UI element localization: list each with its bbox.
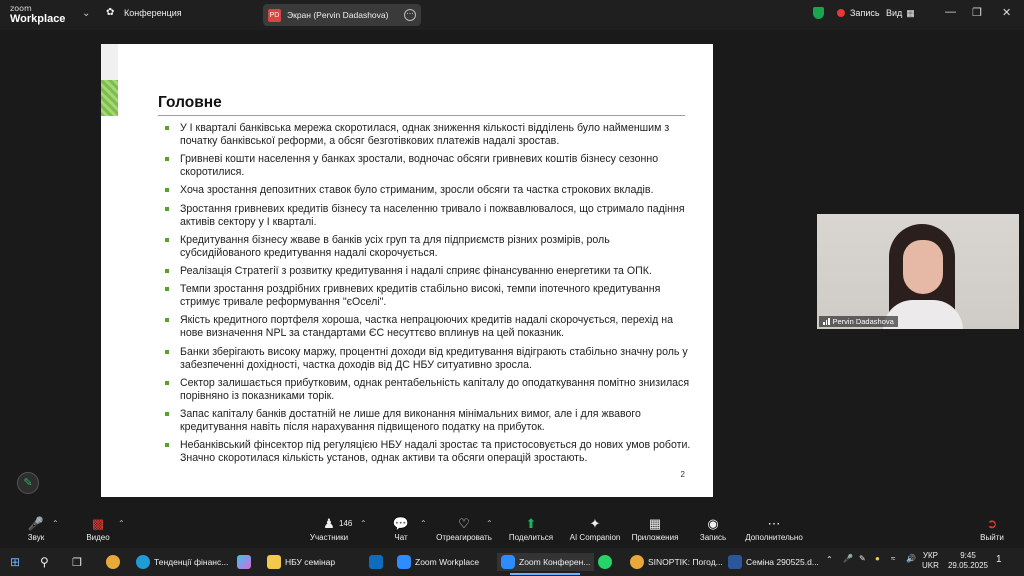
clock[interactable] [946, 551, 990, 571]
lang-bottom: UKR [922, 561, 939, 570]
clock-time: 9:45 [960, 551, 976, 560]
audio-button[interactable] [24, 515, 48, 542]
slide-bullet: У І кварталі банківська мережа скоротилася, однак зниження кількості відділень було найменшим з початку банківської реформи, а обсяг безготівкових платежів надалі зростав. [163, 122, 693, 148]
slide-bullet: Реалізація Стратегії з розвитку кредитування і надалі сприяє фінансуванню енергетики та ОПК. [163, 265, 693, 278]
taskbar-item-edge[interactable] [136, 553, 228, 571]
chevron-down-icon[interactable]: ⌄ [82, 8, 91, 19]
close-icon[interactable]: ✕ [1002, 7, 1012, 19]
taskbar-item-label: SINOPTIK: Погод... [648, 557, 723, 567]
more-options-icon[interactable]: ⋯ [404, 9, 416, 21]
chat-caret-icon[interactable]: ⌃ [420, 519, 427, 528]
zoom-title-bar [0, 0, 1024, 30]
taskbar-item-zoom-workplace[interactable] [397, 553, 479, 571]
chat-icon: 💬 [392, 516, 410, 531]
participants-count: 146 [339, 519, 353, 528]
taskbar-item-word[interactable] [728, 553, 819, 571]
logo-line2: Workplace [10, 13, 66, 25]
participants-label: Участники [309, 533, 349, 542]
meeting-info[interactable] [106, 7, 182, 19]
view-grid-icon: ▦ [906, 8, 915, 18]
sparkle-icon: ✦ [589, 516, 601, 531]
mic-tray-icon[interactable]: 🎤 [843, 554, 853, 563]
participant-name: Pervin Dadashova [832, 317, 894, 326]
meeting-toolbar [0, 511, 1024, 548]
view-label: Вид [886, 8, 903, 18]
shield-icon [813, 7, 824, 19]
participant-face [903, 240, 943, 294]
taskbar-item-zoom-meeting[interactable] [497, 553, 594, 571]
wifi-icon[interactable]: ≈ [891, 554, 896, 563]
recording-indicator[interactable] [813, 7, 880, 19]
folder-icon [267, 555, 281, 569]
heart-icon: ♡ [458, 516, 470, 531]
participant-video-tile[interactable] [817, 214, 1019, 329]
taskbar-item-label: Zoom Конферен... [519, 557, 591, 567]
more-options-icon: ⋯ [767, 516, 781, 531]
annotate-pen-icon[interactable]: ✎ [17, 472, 39, 494]
slide-title-rule [158, 115, 685, 116]
video-options-caret-icon[interactable]: ⌃ [118, 519, 125, 528]
taskbar-item-sinoptik[interactable] [630, 553, 723, 571]
slide-bullet: Запас капіталу банків достатній не лише для виконання мінімальних вимог, але і для жвавого кредитування навіть після нарахування підвищеного податку на прибуток. [163, 408, 693, 434]
copilot-icon[interactable] [237, 553, 251, 571]
more-button[interactable] [744, 515, 804, 542]
notifications-count: 1 [996, 554, 1002, 565]
more-label: Дополнительно [745, 533, 803, 542]
react-label: Отреагировать [436, 533, 492, 542]
audio-label: Звук [27, 533, 45, 542]
screen-share-indicator[interactable] [263, 4, 421, 26]
slide-bullet-list [163, 122, 693, 470]
clock-date: 29.05.2025 [947, 561, 989, 570]
ai-companion-button[interactable] [567, 515, 623, 542]
record-dot-icon [837, 9, 845, 17]
restore-icon[interactable]: ❐ [972, 7, 982, 19]
leave-label: Выйти [980, 533, 1004, 542]
paw-icon: ✿ [106, 7, 115, 18]
slide-title: Головне [158, 94, 222, 111]
edge-icon [136, 555, 150, 569]
share-button[interactable] [506, 515, 556, 542]
pen-tray-icon[interactable]: ✎ [859, 554, 866, 563]
ai-companion-label: AI Companion [569, 533, 621, 542]
logo-line1: zoom [10, 4, 32, 13]
app-tray-icon[interactable]: ● [875, 554, 880, 563]
zoom-icon [501, 555, 515, 569]
minimize-icon[interactable]: — [945, 6, 956, 18]
video-button[interactable] [84, 515, 112, 542]
apps-button[interactable] [630, 515, 680, 542]
word-icon [728, 555, 742, 569]
slide-page-number: 2 [680, 470, 685, 479]
outlook-icon[interactable] [369, 553, 383, 571]
presenter-avatar: PD [268, 9, 281, 22]
react-button[interactable] [436, 515, 492, 542]
zoom-icon [397, 555, 411, 569]
video-label: Видео [86, 533, 110, 542]
slide-bullet: Гривневі кошти населення у банках зростали, водночас обсяги гривневих коштів бізнесу сезонно скоротилися. [163, 153, 693, 179]
video-off-icon: ▩ [91, 516, 105, 531]
record-button[interactable] [697, 515, 729, 542]
apps-icon: ▦ [648, 516, 662, 531]
apps-label: Приложения [631, 533, 679, 542]
chrome-icon[interactable] [106, 553, 120, 571]
taskbar-item-label: Семіна 290525.d... [746, 557, 819, 567]
slide-bullet: Небанківський фінсектор під регуляцією НБУ надалі зростає та пристосовується до нових умов роботи. Значно скоротилася кількість установ, однак активи та обсяги операцій зростають. [163, 439, 693, 465]
participant-name-tag [819, 316, 898, 327]
slide-bullet: Зростання гривневих кредитів бізнесу та населенню тривало і пожвавлювалося, що стримало падіння активів сектору у І кварталі. [163, 203, 693, 229]
task-view-icon[interactable]: ❐ [72, 556, 82, 569]
taskbar-item-label: Zoom Workplace [415, 557, 480, 567]
windows-start-icon[interactable]: ⊞ [10, 555, 21, 569]
react-caret-icon[interactable]: ⌃ [486, 519, 493, 528]
lang-top: УКР [922, 551, 938, 560]
zoom-logo [10, 4, 65, 24]
muted-mic-icon: 🎤 [27, 516, 45, 531]
view-button[interactable] [886, 8, 915, 19]
chrome-icon [630, 555, 644, 569]
taskbar-item-label: НБУ семінар [285, 557, 336, 567]
slide-bullet: Хоча зростання депозитних ставок було стриманим, зросли обсяги та частка строкових вкладів. [163, 184, 693, 197]
chat-label: Чат [394, 533, 408, 542]
participants-caret-icon[interactable]: ⌃ [360, 519, 367, 528]
slide-bullet: Темпи зростання роздрібних гривневих кредитів стабільно високі, темпи іпотечного кредитування стримує тривале реформування "єОселі". [163, 283, 693, 309]
share-label: Поделиться [508, 533, 554, 542]
slide-decoration [101, 44, 118, 80]
speaker-icon[interactable]: 🔊 [906, 554, 916, 563]
taskbar-item-folder[interactable] [267, 553, 335, 571]
record-icon: ◉ [707, 516, 719, 531]
meeting-title: Конференция [124, 8, 182, 18]
notifications-icon[interactable] [996, 554, 1002, 565]
active-indicator [510, 573, 580, 575]
share-label: Экран (Pervin Dadashova) [287, 10, 389, 20]
whatsapp-icon[interactable] [598, 553, 612, 571]
slide-bullet: Кредитування бізнесу жваве в банків усіх груп та для підприємств різних розмірів, роль субсидійованого кредитування надалі скорочується. [163, 234, 693, 260]
shared-slide [101, 44, 713, 497]
leave-door-icon: ➲ [986, 516, 998, 531]
share-screen-icon: ⬆ [525, 516, 537, 531]
slide-pattern-stripe [101, 80, 118, 116]
chat-button[interactable] [390, 515, 412, 542]
leave-button[interactable] [978, 515, 1006, 542]
language-indicator[interactable] [922, 551, 939, 571]
signal-bars-icon [823, 318, 830, 325]
slide-bullet: Сектор залишається прибутковим, однак рентабельність капіталу до оподаткування помітно знизилася порівняно із показниками торік. [163, 377, 693, 403]
audio-options-caret-icon[interactable]: ⌃ [52, 519, 59, 528]
record-label: Запись [699, 533, 727, 542]
participants-icon: ♟ [323, 516, 335, 531]
search-icon[interactable]: ⚲ [40, 555, 49, 569]
recording-label: Запись [850, 8, 880, 18]
windows-taskbar [0, 548, 1024, 576]
slide-bullet: Якість кредитного портфеля хороша, частка непрацюючих кредитів надалі скорочується, перехід на нове визначення NPL за стандартами ЄС несуттєво вплинув на цей показник. [163, 314, 693, 340]
slide-bullet: Банки зберігають високу маржу, процентні доходи від кредитування відіграють стабільно значну роль у забезпеченні дохідності, частка доходів від ДС НБУ ситуативно зросла. [163, 346, 693, 372]
chevron-up-icon[interactable]: ⌃ [826, 555, 833, 564]
taskbar-item-label: Тенденції фінанс... [154, 557, 229, 567]
